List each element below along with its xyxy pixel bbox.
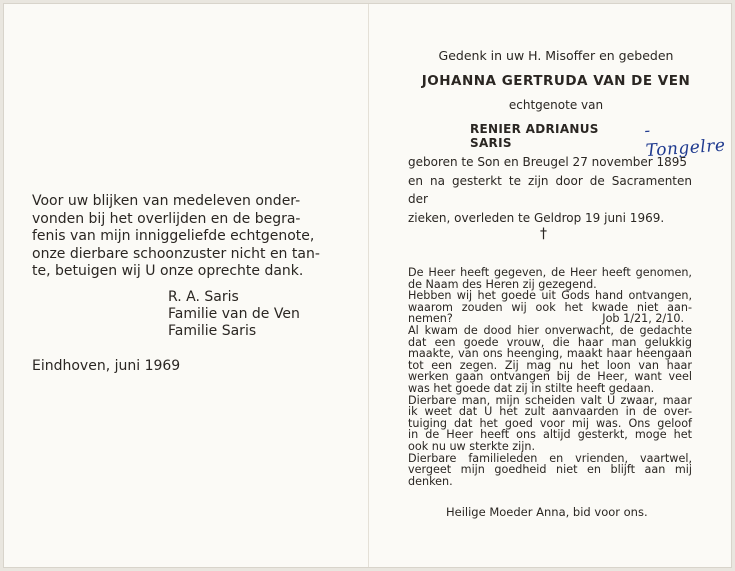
signature-line: Familie van de Ven: [168, 306, 300, 322]
handwritten-note: - Tongelre: [643, 120, 727, 162]
thanks-line: vonden bij het overlijden en de begra-: [32, 210, 301, 227]
poem-line: ik weet dat U het zult aanvaarden in de over-: [408, 405, 692, 419]
poem-line: nemen?: [408, 312, 453, 326]
signature-line: Familie Saris: [168, 323, 257, 339]
poem-line: Dierbare man, mijn scheiden valt U zwaar, maar: [408, 393, 692, 407]
thanks-paragraph: [32, 193, 324, 281]
poem-line: in de Heer heeft ons altijd gesterkt, moge het: [408, 428, 692, 442]
bio-line: geboren te Son en Breugel 27 november 1895: [408, 155, 688, 169]
poem-line: Hebben wij het goede uit Gods hand ontvangen,: [408, 289, 692, 303]
poem-line: werken gaan ontvangen bij de Heer, want veel: [408, 370, 692, 384]
card-fold: [368, 4, 369, 567]
thanks-line: onze dierbare schoonzuster nicht en tan-: [32, 245, 320, 262]
poem-line: denken.: [408, 474, 453, 488]
bio-line: en na gesterkt te zijn door de Sacramenten der: [408, 173, 692, 206]
husband-name: RENIER ADRIANUS SARIS: [470, 122, 599, 150]
poem-line: Dierbare familieleden en vrienden, vaartwel,: [408, 451, 692, 465]
gedenk-line: Gedenk in uw H. Misoffer en gebeden: [438, 48, 674, 63]
thanks-line: te, betuigen wij U onze oprechte dank.: [32, 263, 304, 280]
thanks-line: Voor uw blijken van medeleven onder-: [32, 193, 301, 209]
closing-prayer: Heilige Moeder Anna, bid voor ons.: [446, 505, 648, 519]
poem-line: waarom zouden wij ook het kwade niet aan-: [408, 300, 692, 314]
poem-line: was het goede dat zij in stilte heeft gedaan.: [408, 381, 655, 395]
poem-line: De Heer heeft gegeven, de Heer heeft genomen,: [408, 266, 692, 279]
poem-line: tuiging dat het goed voor mij was. Ons geloof: [408, 416, 692, 430]
poem-line: dat een goede vrouw, die haar man gelukkig: [408, 335, 692, 349]
bible-reference: Job 1/21, 2/10.: [602, 312, 684, 326]
poem-line: vergeet mijn goedheid niet en blijft aan mij: [408, 463, 692, 477]
husband-row: [470, 118, 735, 162]
bio-paragraph: [408, 153, 692, 227]
deceased-name: JOHANNA GERTRUDA VAN DE VEN: [421, 73, 691, 89]
poem-line: ook nu uw sterkte zijn.: [408, 439, 535, 453]
poem-line: tot een zegen. Zij mag nu het loon van haar: [408, 358, 692, 372]
poem-line: de Naam des Heren zij gezegend.: [408, 277, 597, 291]
signature-line: R. A. Saris: [168, 289, 239, 305]
scripture-poem: [408, 267, 692, 487]
place-date: Eindhoven, juni 1969: [32, 358, 181, 374]
poem-line: Al kwam de dood hier onverwacht, de gedachte: [408, 323, 692, 337]
cross-icon: †: [540, 226, 547, 242]
thanks-line: fenis van mijn inniggeliefde echtgenote,: [32, 228, 315, 245]
spouse-intro: echtgenote van: [508, 98, 604, 112]
bio-line: zieken, overleden te Geldrop 19 juni 1969.: [408, 210, 665, 225]
poem-line: maakte, van ons heenging, maakt haar heengaan: [408, 347, 692, 361]
